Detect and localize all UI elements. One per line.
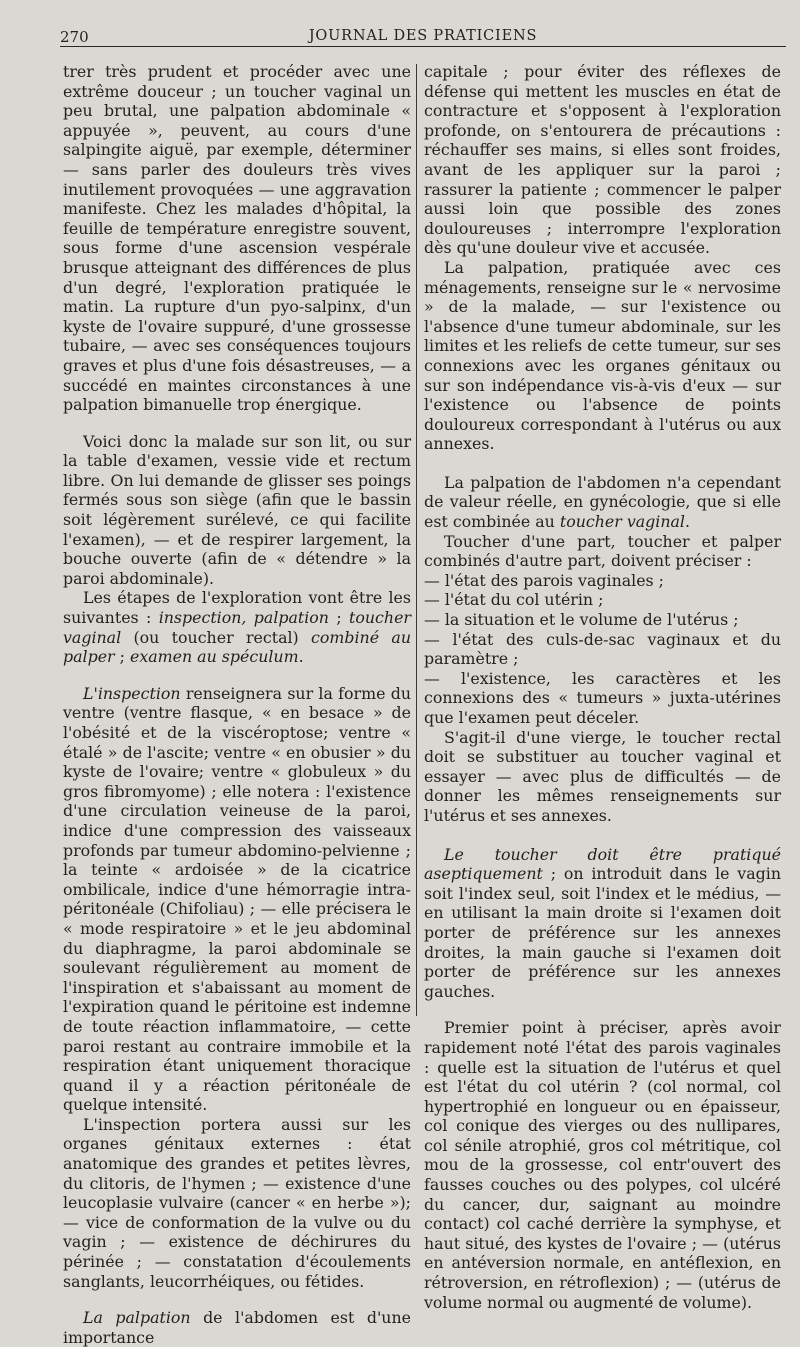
paragraph [424,845,781,1002]
italic-run: inspection, palpation [158,608,329,628]
page-number: 270 [60,28,89,46]
paragraph [63,1308,411,1347]
list-item: — l'état des culs-de-sac vaginaux et du paramètre ; [424,629,781,669]
italic-run: combiné au palper [63,627,411,667]
italic-run: toucher vaginal [559,512,685,532]
text-run: ; [328,608,350,628]
text-run: ; on introduit dans le vagin soit l'index seul, soit l'index et le médius, — en utilisant la main droite si l'examen doit porter de préférence sur les annexes droites, la main gauche si l'examen doit porter de préférence sur les annexes gauches. [424,864,781,1001]
text-run: de l'abdomen est d'une importance [63,1308,411,1347]
text-run: . [684,512,691,532]
italic-run: La palpation [83,1308,191,1328]
text-run: . [298,647,304,667]
column-divider [416,64,417,1016]
criteria-list [424,571,781,728]
paragraph [63,588,411,666]
text-run: Les étapes de l'exploration vont être les suivantes : [63,588,411,628]
paragraph: L'inspection portera aussi sur les organes génitaux externes : état anatomique des grandes et petites lèvres, du clitoris, de l'hymen ; — existence d'une leucoplasie vulvaire (cancer « en herbe »); — vice de conformation de la vulve ou du vagin ; — existence de déchirures du périnée ; — constatation d'écoulements sanglants, leucorrhéiques, ou fétides. [63,1114,411,1291]
paragraph: Premier point à préciser, après avoir rapidement noté l'état des parois vaginales : quelle est la situation de l'utérus et quel est l'état du col utérin ? (col normal, col hypertrophié en longueur ou en épaisseur, col conique des vierges ou des nullipares, col sénile atrophié, gros col métritique, col mou de la grossesse, col entr'ouvert des fausses couches ou des polypes, col ulcéré du cancer, dur, saignant au moindre contact) col caché derrière la symphyse, et haut situé, des kystes de l'ovaire ; — (utérus en antéversion normale, en antéflexion, en rétroversion, en rétroflexion) ; — (utérus de volume normal ou augmenté de volume). [424,1018,781,1312]
paragraph: trer très prudent et procéder avec une extrême douceur ; un toucher vaginal un peu brutal, une palpation abdominale « appuyée », peuvent, au cours d'une salpingite aiguë, par exemple, déterminer — sans parler des douleurs très vives inutilement provoquées — une aggravation manifeste. Chez les malades d'hôpital, la feuille de température enregistre souvent, sous forme d'une ascension vespérale brusque atteignant des différences de plus d'un degré, l'exploration pratiquée le matin. La rupture d'un pyo-salpinx, d'un kyste de l'ovaire suppuré, d'une grossesse tubaire, — avec ses conséquences toujours graves et plus d'une fois désastreuses, — a succédé en maintes circonstances à une palpation bimanuelle trop énergique. [63,62,411,415]
list-item: — l'état du col utérin ; [424,590,604,610]
list-item: — l'état des parois vaginales ; [424,570,665,590]
paragraph: Voici donc la malade sur son lit, ou sur la table d'examen, vessie vide et rectum libre. On lui demande de glisser ses poings fermés sous son siège (afin que le bassin soit légèrement surélevé, ce qui facilite l'examen), — et de respirer largement, la bouche ouverte (afin de « détendre » la paroi abdominale). [63,431,411,588]
text-run: renseignera sur la forme du ventre (ventre flasque, « en besace » de l'obésité et de la viscéroptose; ventre « étalé » de l'ascite; ventre « en obusier » du kyste de l'ovaire; ventre « globuleux » du gros fibromyome) ; elle notera : l'existence d'une circulation veineuse de la paroi, indice d'une compression des vaisseaux profonds par tumeur abdomino-pelvienne ; la teinte « ardoisée » de la cicatrice ombilicale, indice d'une hémorragie intra-péritonéale (Chifoliau) ; — elle précisera le « mode respiratoire » et le jeu abdominal du diaphragme, la paroi abdominale se soulevant régulièrement au moment de l'inspiration et s'abaissant au moment de l'expiration quand le péritoine est indemne de toute réaction inflammatoire, — cette paroi restant au contraire immobile et la respiration étant uniquement thoracique quand il y a réaction péritonéale de quelque intensité. [63,683,411,1115]
italic-run: L'inspection [83,683,181,703]
paragraph: Toucher d'une part, toucher et palper combinés d'autre part, doivent préciser : [424,531,781,571]
list-item: — l'existence, les caractères et les connexions des « tumeurs » juxta-utérines que l'examen peut déceler. [424,668,781,727]
italic-run: examen au spéculum [129,647,299,667]
paragraph [424,473,781,532]
italic-run: Le toucher doit être pratiqué aseptiquement [424,844,781,884]
paragraph: capitale ; pour éviter des réflexes de défense qui mettent les muscles en état de contracture et s'opposent à l'exploration profonde, on s'entourera de précautions : réchauffer ses mains, si elles sont froides, avant de les appliquer sur la paroi ; rassurer la patiente ; commencer le palper aussi loin que possible des zones douloureuses ; interrompre l'exploration dès qu'une douleur vive et accusée. [424,62,781,258]
text-run: ; [114,647,130,667]
left-column [63,62,411,1347]
page-header [60,24,786,47]
list-item: — la situation et le volume de l'utérus ; [424,610,739,630]
italic-run: toucher vaginal [63,608,411,647]
paragraph: La palpation, pratiquée avec ces ménagements, renseigne sur le « nervosime » de la malade, — sur l'existence ou l'absence d'une tumeur abdominale, sur les limites et les reliefs de cette tumeur, sur ses connexions avec les organes génitaux ou sur son indépendance vis-à-vis d'eux — sur l'existence ou l'absence de points douloureux correspondant à l'utérus ou aux annexes. [424,257,781,454]
paragraph [63,684,411,1115]
text-run: (ou toucher rectal) [121,627,312,647]
paragraph: S'agit-il d'une vierge, le toucher rectal doit se substituer au toucher vaginal et essayer — avec plus de difficultés — de donner les mêmes renseignements sur l'utérus et ses annexes. [424,727,781,825]
right-column [424,62,781,1312]
running-title: JOURNAL DES PRATICIENS [308,28,538,44]
text-run: La palpation de l'abdomen n'a cependant de valeur réelle, en gynécologie, que si elle est combinée au [424,472,781,532]
